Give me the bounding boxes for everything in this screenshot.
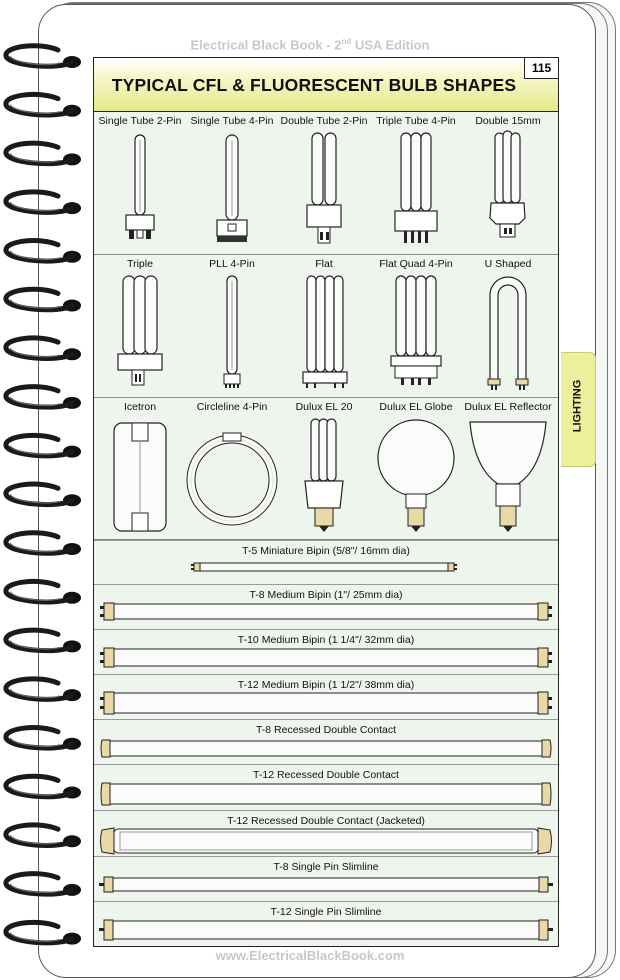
flat-quad-4pin-bulb (370, 255, 462, 397)
tube-t12-medium-bipin (94, 675, 558, 720)
bulb-label: U Shaped (484, 258, 532, 270)
bulb-cell (462, 112, 554, 254)
tube-t8-medium-bipin (94, 585, 558, 630)
bulb-cell (278, 255, 370, 397)
bulb-label: Flat (315, 258, 333, 270)
bulb-label: Double Tube 2-Pin (280, 115, 368, 127)
spiral-coil (6, 776, 72, 797)
dulux-el-globe-bulb (370, 398, 462, 539)
spiral-binding (0, 0, 100, 980)
spiral-coil (6, 241, 72, 262)
cfl-row-1 (94, 112, 558, 255)
bulb-label: Triple Tube 4-Pin (376, 115, 456, 127)
tube-row (94, 674, 558, 720)
tube-row (94, 856, 558, 902)
bulb-cell (278, 112, 370, 254)
tube-t5 (94, 541, 558, 585)
spiral-coil (6, 435, 72, 456)
bulb-cell (94, 255, 186, 397)
spiral-coil (6, 874, 72, 895)
tube-t12-single-pin-slimline (94, 902, 558, 947)
tube-label: T-12 Recessed Double Contact (Jacketed) (227, 815, 425, 827)
bulb-label: Flat Quad 4-Pin (379, 258, 453, 270)
dulux-el-reflector-bulb (462, 398, 554, 539)
spiral-coil (6, 533, 72, 554)
bulb-cell (370, 112, 462, 254)
spiral-coil (6, 922, 72, 943)
tube-row (94, 540, 558, 585)
tube-row (94, 584, 558, 630)
page-title: TYPICAL CFL & FLUORESCENT BULB SHAPES (111, 75, 517, 95)
double-tube-2pin-bulb (278, 112, 370, 254)
bulb-label: Dulux EL Reflector (464, 401, 552, 413)
spiral-coil (6, 630, 72, 651)
page-number: 115 (524, 57, 559, 79)
tube-t12-recessed-double-contact (94, 765, 558, 811)
tube-t8-recessed-double-contact (94, 720, 558, 765)
bulb-label: Icetron (123, 401, 157, 413)
bulb-cell (370, 398, 462, 539)
dulux-el-20-bulb (278, 398, 370, 539)
spiral-coil (6, 338, 72, 359)
spiral-coil (6, 825, 72, 846)
tube-label: T-12 Single Pin Slimline (270, 906, 382, 918)
bulb-label: Double 15mm (475, 115, 541, 127)
circleline-4pin-bulb (186, 398, 278, 539)
bulb-label: Single Tube 2-Pin (98, 115, 182, 127)
bulb-cell (94, 398, 186, 539)
bulb-label: Single Tube 4-Pin (190, 115, 274, 127)
tube-row (94, 629, 558, 675)
tube-row (94, 764, 558, 811)
u-shaped-bulb (462, 255, 554, 397)
tube-label: T-12 Medium Bipin (1 1/2"/ 38mm dia) (237, 679, 415, 691)
icetron-bulb (94, 398, 186, 539)
cfl-row-3 (94, 398, 558, 540)
bulb-cell (462, 398, 554, 539)
triple-tube-4pin-bulb (370, 112, 462, 254)
section-tab-lighting[interactable] (561, 352, 596, 467)
bulb-cell (186, 255, 278, 397)
footer-url: www.ElectricalBlackBook.com (215, 948, 405, 963)
bulb-cell (186, 398, 278, 539)
tube-label: T-12 Recessed Double Contact (253, 769, 399, 781)
spiral-coil (6, 143, 72, 164)
section-tab-label: LIGHTING (571, 379, 584, 433)
spiral-coil (6, 94, 72, 115)
tube-t10-medium-bipin (94, 630, 558, 675)
spiral-coil (6, 484, 72, 505)
bulb-label: Triple (127, 258, 153, 270)
bulb-cell (462, 255, 554, 397)
tube-row (94, 810, 558, 857)
bulb-label: Dulux EL Globe (379, 401, 453, 413)
spiral-coil (6, 289, 72, 310)
spiral-coil (6, 728, 72, 749)
tube-t8-single-pin-slimline (94, 857, 558, 902)
bulb-label: Circleline 4-Pin (196, 401, 268, 413)
bulb-cell (186, 112, 278, 254)
bulb-label: Dulux EL 20 (295, 401, 353, 413)
tube-row (94, 901, 558, 947)
bulb-label: PLL 4-Pin (209, 258, 255, 270)
tube-label: T-5 Miniature Bipin (5/8"/ 16mm dia) (242, 545, 410, 557)
tube-t12-recessed-double-contact-jacketed (94, 811, 558, 857)
bulb-cell (94, 112, 186, 254)
double-15mm-bulb (462, 112, 554, 254)
tube-label: T-10 Medium Bipin (1 1/4"/ 32mm dia) (237, 634, 415, 646)
bulb-cell (370, 255, 462, 397)
single-tube-4pin-bulb (186, 112, 278, 254)
flat-bulb (278, 255, 370, 397)
spiral-coil (6, 46, 72, 67)
spiral-coil (6, 192, 72, 213)
bulb-cell (278, 398, 370, 539)
tube-label: T-8 Medium Bipin (1"/ 25mm dia) (249, 589, 403, 601)
pll-4pin-bulb (186, 255, 278, 397)
spiral-coil (6, 581, 72, 602)
tube-label: T-8 Single Pin Slimline (273, 861, 379, 873)
tube-row (94, 719, 558, 765)
tube-label: T-8 Recessed Double Contact (255, 724, 397, 736)
cfl-row-2 (94, 255, 558, 398)
content-panel (93, 57, 559, 947)
page-header (94, 58, 558, 112)
spiral-coil (6, 387, 72, 408)
single-tube-2pin-bulb (94, 112, 186, 254)
book-title: Electrical Black Book - 2nd USA Edition (190, 37, 430, 53)
triple-bulb (94, 255, 186, 397)
spiral-coil (6, 679, 72, 700)
